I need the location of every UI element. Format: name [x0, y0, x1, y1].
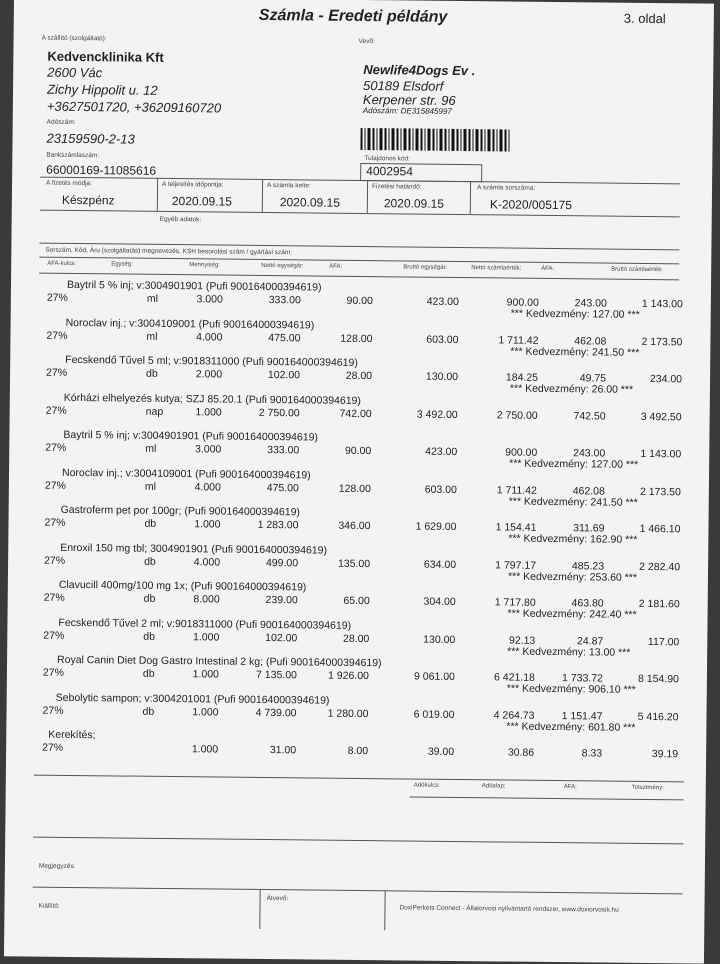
- item-vat-unit: 28.00: [342, 632, 370, 645]
- owner-code: 4002954: [366, 164, 413, 179]
- item-vat: 27%: [42, 666, 65, 679]
- buyer-city: 50189 Elsdorf: [363, 77, 444, 94]
- item-vat-value: 24.87: [576, 634, 604, 648]
- item-vat-value: 1 151.47: [561, 709, 603, 723]
- seller-tax-number: 23159590-2-13: [46, 130, 135, 147]
- item-vat-unit: 1 280.00: [327, 707, 369, 720]
- item-net-unit: 333.00: [268, 294, 301, 307]
- item-description: Noroclav inj.; v:3004109001 (Pufi 900164000394619): [61, 466, 311, 481]
- item-vat: 27%: [46, 329, 68, 342]
- serial-label: A számla sorszáma:: [477, 184, 536, 192]
- item-unit: nap: [145, 405, 164, 418]
- totals-net-label: Adóalap:: [481, 783, 506, 790]
- item-vat-unit: 90.00: [344, 444, 372, 458]
- item-unit: db: [146, 367, 158, 380]
- item-vat-unit: 346.00: [338, 519, 371, 533]
- item-description: Clavucill 400mg/100 mg 1x; (Pufi 900164000394619): [58, 578, 307, 594]
- item-unit: db: [142, 705, 155, 718]
- item-net-value: 92.13: [508, 634, 536, 647]
- item-net-value: 30.86: [507, 746, 535, 759]
- item-net-value: 1 717.80: [494, 596, 536, 609]
- seller-label: A szállító (szolgáltató):: [41, 34, 107, 43]
- item-vat-unit: 65.00: [343, 594, 370, 608]
- item-gross-value: 2 181.60: [638, 597, 680, 611]
- payment-label: A fizetés módja:: [46, 179, 92, 188]
- item-gross-unit: 603.00: [424, 483, 457, 496]
- item-vat-value: 462.08: [572, 484, 605, 498]
- item-net-unit: 1 283.00: [257, 518, 299, 532]
- item-net-value: 6 421.18: [493, 671, 535, 684]
- item-gross-value: 3 492.50: [640, 410, 682, 423]
- item-net-value: 184.25: [505, 371, 539, 384]
- item-unit: db: [142, 667, 155, 680]
- item-vat-value: 1 733.72: [561, 672, 603, 685]
- item-vat: 27%: [42, 741, 64, 754]
- item-description: Noroclav inj.; v:3004109001 (Pufi 900164000394619): [65, 316, 315, 331]
- item-discount: *** Kedvezmény: 127.00 ***: [510, 307, 640, 321]
- item-vat: 27%: [46, 366, 68, 379]
- item-unit: ml: [146, 292, 159, 305]
- item-vat-value: 243.00: [574, 297, 607, 310]
- item-vat: 27%: [42, 704, 64, 717]
- item-discount: *** Kedvezmény: 242.40 ***: [507, 607, 637, 621]
- item-net-value: 2 750.00: [496, 408, 538, 422]
- barcode: [360, 128, 510, 152]
- item-discount: *** Kedvezmény: 253.60 ***: [507, 570, 638, 584]
- totals-vat-label: ÁFA:: [563, 784, 577, 791]
- item-vat-unit: 90.00: [346, 294, 373, 308]
- item-net-value: 1 711.42: [498, 333, 539, 347]
- item-description: Gastroferm pet por 100gr; (Pufi 900164000394619): [60, 503, 301, 519]
- line-items: [6, 276, 711, 771]
- buyer-label: Vevő:: [358, 37, 375, 46]
- other-data-label: Egyéb adatok:: [159, 215, 202, 224]
- item-vat: 27%: [45, 441, 67, 454]
- seller-street: Zichy Hippolit u. 12: [46, 81, 158, 98]
- item-unit: ml: [144, 480, 157, 493]
- item-unit: ml: [145, 442, 157, 455]
- item-qty: 4.000: [196, 330, 223, 344]
- item-gross-unit: 3 492.00: [416, 408, 458, 421]
- item-description: Baytril 5 % inj; v:3004901901 (Pufi 900164000394619): [66, 278, 322, 294]
- col-gross-unit: Bruttó egységár:: [403, 264, 448, 271]
- item-vat-unit: 742.00: [339, 407, 372, 420]
- item-qty: 1.000: [195, 405, 222, 419]
- item-net-value: 4 264.73: [493, 708, 535, 722]
- seller-bank-account: 66000169-11085616: [46, 162, 157, 178]
- seller-tax-label: Adószám:: [46, 118, 76, 126]
- item-vat-unit: 128.00: [338, 482, 371, 495]
- item-gross-unit: 603.00: [426, 333, 459, 346]
- seller-bank-label: Bankszámlaszám:: [46, 151, 100, 160]
- item-unit: db: [144, 555, 156, 568]
- item-vat-value: 243.00: [573, 447, 606, 460]
- item-gross-value: 2 282.40: [639, 560, 681, 573]
- item-description: Kerekítés;: [48, 728, 96, 742]
- item-net-unit: 2 750.00: [258, 406, 300, 419]
- seller-name: Kedvencklinika Kft: [47, 48, 164, 65]
- item-net-unit: 499.00: [265, 556, 299, 569]
- invoice-title: Számla - Eredeti példány: [258, 6, 448, 26]
- item-qty: 3.000: [196, 293, 223, 306]
- issue-label: A számla kelte:: [267, 181, 311, 190]
- due-label: Fizetési határidő:: [372, 183, 422, 191]
- col-net-value: Nettó számlaérték:: [471, 265, 522, 272]
- item-discount: *** Kedvezmény: 127.00 ***: [509, 457, 639, 471]
- item-net-unit: 475.00: [268, 331, 301, 344]
- item-discount: *** Kedvezmény: 26.00 ***: [509, 382, 634, 396]
- item-gross-unit: 1 629.00: [415, 520, 457, 533]
- item-vat-value: 462.08: [574, 334, 607, 348]
- item-vat: 27%: [46, 291, 68, 304]
- item-qty: 1.000: [192, 630, 220, 644]
- item-discount: *** Kedvezmény: 601.80 ***: [506, 720, 636, 734]
- item-description: Sebolytic sampon; v:3004201001 (Pufi 900164000394619): [55, 691, 330, 707]
- item-vat-value: 485.23: [571, 559, 605, 573]
- item-net-value: 900.00: [505, 446, 538, 459]
- invoice-serial: K-2020/005175: [489, 197, 573, 213]
- item-net-value: 1 711.42: [496, 483, 537, 497]
- item-gross-unit: 423.00: [425, 445, 458, 459]
- item-gross-unit: 130.00: [423, 633, 456, 646]
- item-net-value: 1 154.41: [495, 521, 537, 534]
- item-vat: 27%: [43, 629, 65, 642]
- item-net-value: 900.00: [506, 296, 539, 309]
- item-vat-value: 311.69: [573, 522, 605, 535]
- item-qty: 4.000: [194, 480, 221, 494]
- item-net-unit: 7 135.00: [255, 668, 297, 682]
- item-vat-value: 8.33: [581, 747, 603, 760]
- item-qty: 1.000: [192, 668, 219, 681]
- item-vat-unit: 135.00: [337, 557, 371, 570]
- col-net-unit: Nettó egységár:: [261, 262, 304, 270]
- col-gross-value: Bruttó számlaérték:: [611, 266, 663, 274]
- remark-label: Megjegyzés:: [38, 862, 76, 871]
- item-qty: 1.000: [191, 743, 219, 756]
- item-unit: db: [143, 630, 156, 643]
- columns-line1: Sorszám, Kód, Áru (szolgáltatás) megnevezés, KSH besorolási szám / gyártási szám:: [45, 246, 293, 257]
- col-vat-key: ÁFA-kulcs:: [47, 260, 76, 267]
- item-net-unit: 102.00: [267, 369, 301, 382]
- item-discount: *** Kedvezmény: 906.10 ***: [506, 682, 636, 696]
- issuer-label: Kiállító:: [38, 902, 60, 910]
- item-vat: 27%: [43, 591, 65, 604]
- item-description: Baytril 5 % inj; v:3004901901 (Pufi 900164000394619): [63, 428, 319, 444]
- table-row: [6, 726, 706, 771]
- item-gross-value: 2 173.50: [639, 485, 681, 498]
- item-gross-unit: 130.00: [425, 370, 459, 384]
- item-discount: *** Kedvezmény: 13.00 ***: [507, 645, 631, 659]
- item-vat-unit: 128.00: [340, 332, 373, 345]
- payment-method: Készpénz: [61, 192, 115, 208]
- item-description: Enroxil 150 mg tbl; 3004901901 (Pufi 900164000394619): [60, 541, 328, 557]
- item-net-unit: 333.00: [267, 444, 300, 457]
- invoice-page: [4, 0, 714, 964]
- item-vat: 27%: [44, 554, 66, 567]
- item-description: Royal Canin Diet Dog Gastro Intestinal 2 kg; (Pufi 900164000394619): [57, 653, 382, 670]
- col-unit: Egység:: [111, 261, 133, 268]
- item-vat-value: 463.80: [571, 597, 604, 610]
- item-gross-value: 117.00: [647, 635, 680, 648]
- item-gross-unit: 9 061.00: [413, 670, 455, 683]
- item-qty: 2.000: [195, 368, 223, 381]
- item-gross-value: 5 416.20: [637, 710, 679, 723]
- item-gross-unit: 6 019.00: [413, 708, 455, 721]
- col-vat: ÁFA:: [329, 263, 343, 270]
- item-unit: ml: [146, 330, 158, 343]
- item-gross-value: 1 143.00: [641, 297, 683, 311]
- item-qty: 1.000: [194, 518, 221, 531]
- item-gross-unit: 423.00: [426, 295, 459, 309]
- col-vat2: ÁFA:: [541, 265, 555, 273]
- item-description: Fecskendő Tűvel 2 ml; v:9018311000 (Pufi 900164000394619): [58, 616, 352, 632]
- item-discount: *** Kedvezmény: 241.50 ***: [510, 345, 640, 359]
- item-qty: 8.000: [193, 593, 220, 606]
- item-net-unit: 475.00: [266, 481, 299, 494]
- item-gross-value: 39.19: [651, 748, 679, 761]
- item-vat-value: 742.50: [573, 409, 606, 423]
- item-gross-unit: 304.00: [423, 595, 456, 608]
- item-qty: 4.000: [193, 555, 221, 569]
- item-gross-value: 234.00: [649, 373, 683, 386]
- item-net-unit: 102.00: [265, 631, 298, 644]
- buyer-name: Newlife4Dogs Ev .: [363, 61, 476, 79]
- item-vat-unit: 8.00: [347, 744, 369, 758]
- item-gross-unit: 39.00: [427, 745, 455, 758]
- item-net-unit: 239.00: [265, 594, 298, 607]
- item-vat-unit: 28.00: [345, 369, 373, 383]
- item-unit: db: [143, 592, 156, 605]
- seller-phones: +3627501720, +36209160720: [46, 98, 222, 116]
- item-net-value: 1 797.17: [495, 558, 537, 572]
- perf-date: 2020.09.15: [171, 193, 233, 209]
- item-vat-unit: 1 926.00: [327, 669, 369, 683]
- totals-total-label: Totsztmény:: [631, 784, 664, 792]
- item-discount: *** Kedvezmény: 162.90 ***: [508, 532, 638, 546]
- item-gross-value: 1 143.00: [640, 447, 682, 461]
- due-date: 2020.09.15: [383, 196, 445, 211]
- perf-label: A teljesítés időpontja:: [162, 180, 224, 189]
- item-vat: 27%: [45, 404, 67, 417]
- issue-date: 2020.09.15: [279, 195, 341, 210]
- col-qty: Mennyiség:: [189, 262, 220, 269]
- seller-city: 2600 Vác: [47, 64, 103, 81]
- item-gross-value: 8 154.90: [637, 672, 679, 686]
- buyer-street: Kerpener str. 96: [362, 91, 456, 108]
- item-vat: 27%: [44, 516, 66, 529]
- page-number: 3. oldal: [623, 10, 666, 27]
- item-vat-value: 49.75: [579, 372, 607, 385]
- item-vat: 27%: [44, 479, 66, 492]
- item-net-unit: 4 739.00: [255, 706, 297, 719]
- item-unit: db: [144, 517, 157, 530]
- item-discount: *** Kedvezmény: 241.50 ***: [508, 495, 638, 509]
- software-notice: DoxiPerkets Connect - Állatorvosi nyilvántartó rendszer, www.doxiorvosik.hu: [399, 904, 619, 914]
- item-net-unit: 31.00: [269, 744, 297, 757]
- item-gross-unit: 634.00: [423, 558, 457, 571]
- item-description: Kórházi elhelyezés kutya; SZJ 85.20.1 (Pufi 900164000394619): [63, 391, 361, 407]
- item-description: Fecskendő Tűvel 5 ml; v:9018311000 (Pufi 900164000394619): [65, 353, 358, 369]
- owner-code-label: Tulajdonos kód:: [364, 155, 411, 163]
- buyer-tax: Adószám: DE315845997: [362, 105, 452, 116]
- totals-vat-key-label: Adókulcs:: [413, 782, 440, 789]
- item-gross-value: 1 466.10: [639, 522, 681, 536]
- recipient-label: Átvevő:: [266, 895, 289, 903]
- item-gross-value: 2 173.50: [641, 335, 683, 348]
- item-qty: 1.000: [192, 705, 219, 719]
- item-qty: 3.000: [194, 443, 222, 456]
